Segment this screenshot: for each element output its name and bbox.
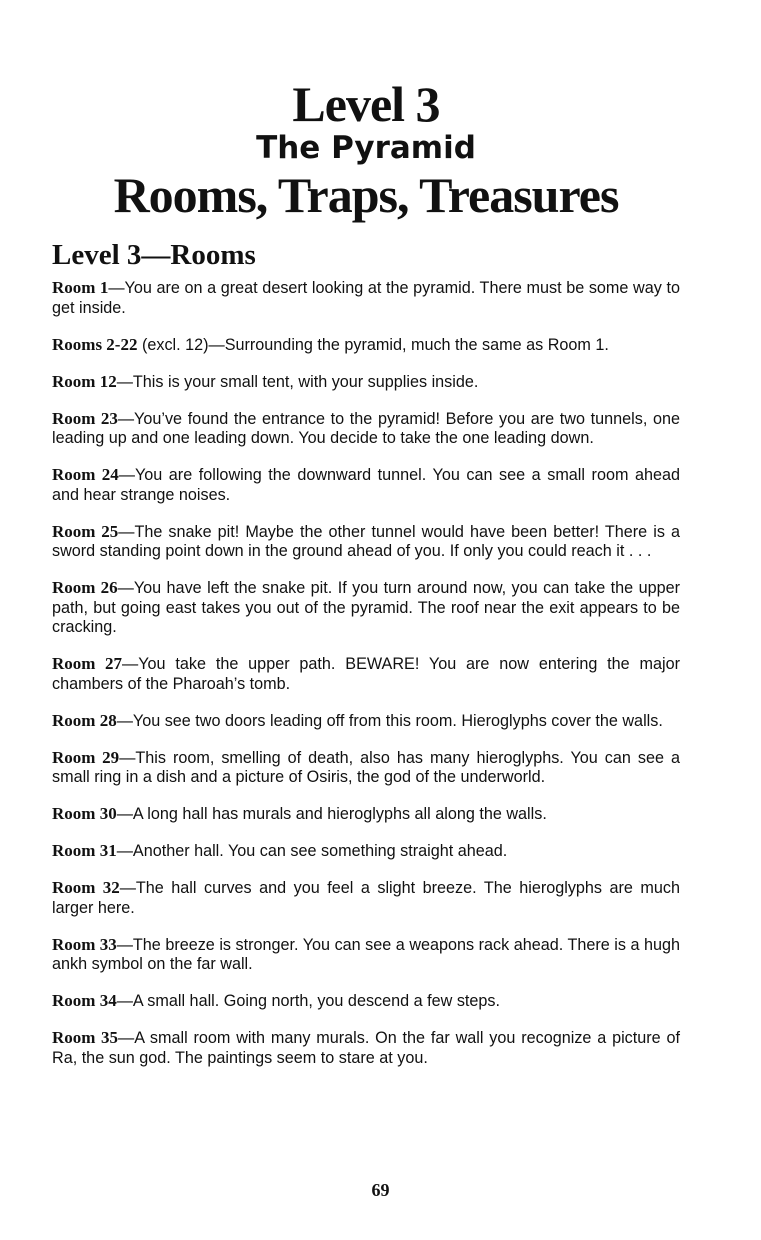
room-list [52, 278, 680, 1068]
room-label: Rooms 2-22 [52, 334, 138, 354]
room-description: —A small hall. Going north, you descend a few steps. [116, 992, 501, 1010]
room-description: (excl. 12)—Surrounding the pyramid, much the same as Room 1. [137, 335, 609, 354]
room-entry [52, 991, 680, 1012]
room-label: Room 29 [52, 747, 120, 767]
room-entry [52, 1028, 680, 1068]
level-subtitle: The Pyramid [256, 130, 476, 166]
room-description: —This is your small tent, with your supplies inside. [116, 372, 479, 391]
room-description: —You are on a great desert looking at the pyramid. There must be some way to get inside. [52, 279, 680, 317]
chapter-heading: Rooms, Traps, Treasures [113, 167, 619, 223]
room-description: —The breeze is stronger. You can see a weapons rack ahead. There is a hugh ankh symbol on the far wall. [52, 935, 680, 973]
room-label: Room 27 [52, 654, 123, 673]
room-entry [52, 748, 680, 788]
room-entry [52, 372, 680, 393]
room-description: —The snake pit! Maybe the other tunnel would have been better! There is a sword standing point down in the ground ahead of you. If only you could reach it . . . [52, 522, 680, 560]
room-label: Room 30 [52, 804, 117, 823]
section-heading: Level 3—Rooms [52, 239, 256, 271]
room-entry [52, 711, 680, 732]
room-entry [52, 465, 680, 505]
room-description: —You see two doors leading off from this room. Hieroglyphs cover the walls. [116, 711, 663, 730]
room-entry [52, 878, 680, 918]
room-label: Room 32 [52, 878, 120, 897]
room-label: Room 25 [52, 521, 119, 541]
room-description: —Another hall. You can see something straight ahead. [116, 842, 508, 860]
room-label: Room 26 [52, 578, 118, 597]
room-entry [52, 335, 680, 356]
room-description: —This room, smelling of death, also has many hieroglyphs. You can see a small ring in a dish and a picture of Osiris, the god of the underworld. [52, 748, 680, 786]
level-title: Level 3 [292, 76, 440, 132]
room-description: —You’ve found the entrance to the pyramid! Before you are two tunnels, one leading up and one leading down. You decide to take the one leading down. [52, 409, 680, 447]
room-entry [52, 522, 680, 562]
room-description: —You are following the downward tunnel. You can see a small room ahead and hear strange noises. [52, 466, 680, 504]
room-entry [52, 935, 680, 975]
room-entry [52, 409, 680, 449]
room-label: Room 34 [52, 991, 117, 1010]
room-entry [52, 804, 680, 825]
room-description: —A small room with many murals. On the far wall you recognize a picture of Ra, the sun god. The paintings seem to stare at you. [52, 1029, 680, 1067]
room-description: —The hall curves and you feel a slight breeze. The hieroglyphs are much larger here. [52, 879, 680, 917]
room-entry [52, 654, 680, 694]
room-label: Room 35 [52, 1028, 119, 1047]
room-entry [52, 278, 680, 318]
room-description: —You have left the snake pit. If you turn around now, you can take the upper path, but going east takes you out of the pyramid. The roof near the exit appears to be cracking. [52, 579, 680, 636]
room-description: —You take the upper path. BEWARE! You are now entering the major chambers of the Pharoah’s tomb. [52, 655, 680, 693]
room-label: Room 12 [52, 371, 117, 391]
room-label: Room 23 [52, 408, 118, 428]
room-label: Room 1 [52, 278, 109, 297]
page-content [52, 78, 680, 1085]
page-number: 69 [371, 1180, 390, 1200]
room-description: —A long hall has murals and hieroglyphs all along the walls. [116, 805, 547, 823]
room-label: Room 33 [52, 934, 117, 954]
room-entry [52, 841, 680, 862]
room-label: Room 24 [52, 465, 119, 484]
room-entry [52, 578, 680, 638]
room-label: Room 28 [52, 710, 117, 730]
room-label: Room 31 [52, 841, 117, 860]
